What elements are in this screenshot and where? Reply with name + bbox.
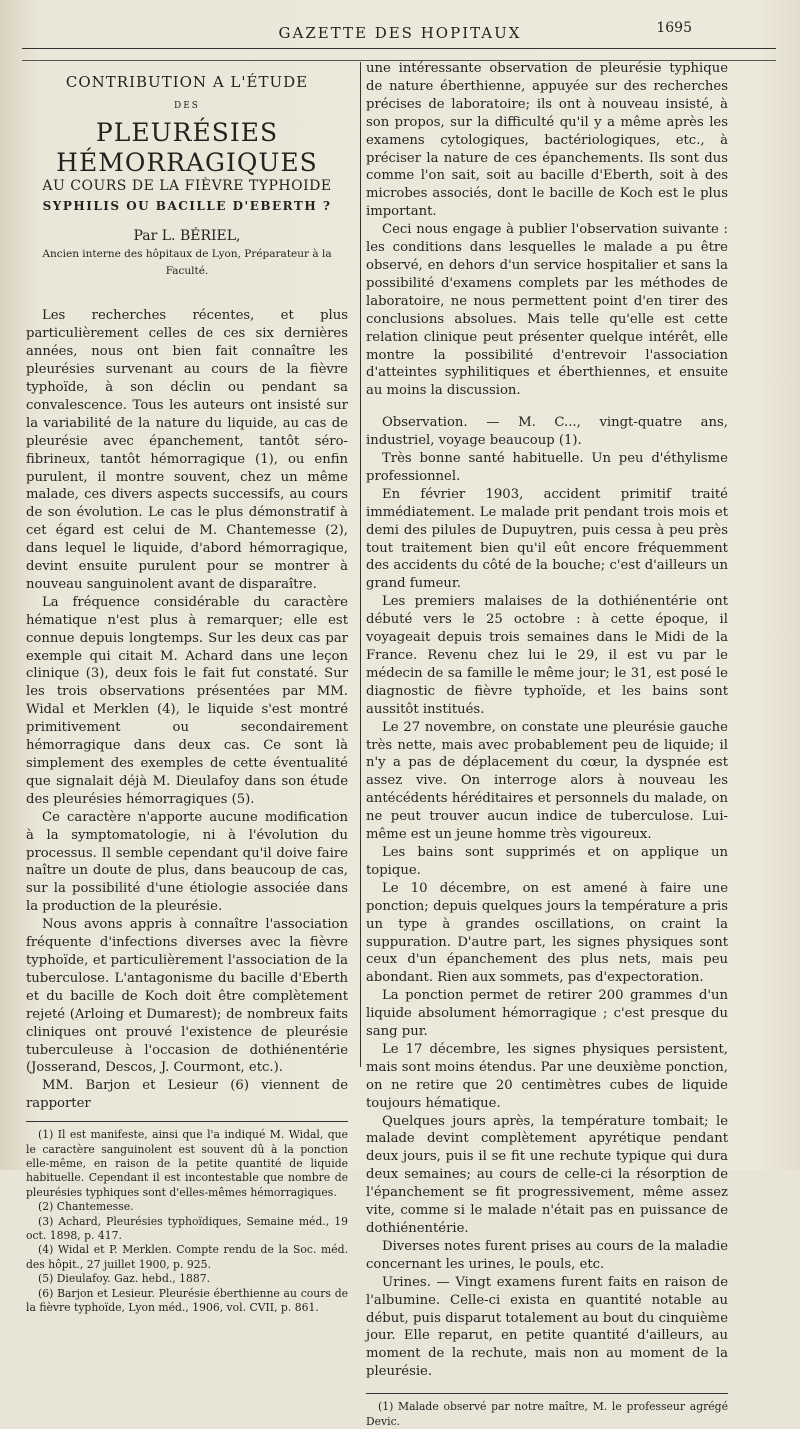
article-title: PLEURÉSIES HÉMORRAGIQUES bbox=[56, 117, 318, 177]
footnotes-left bbox=[26, 1128, 348, 1315]
footnote-rule bbox=[366, 1393, 728, 1394]
observation-paragraph: Quelques jours après, la température tombait; le malade devint complètement apyrétique pendant deux jours, puis il se fit une rechute typique qui dura deux semaines; au cours de celle-ci la résorption de l'épanchement se fit progressivement, même assez vite, comme si le malade n'était pas en puissance de dothiénentérie. bbox=[366, 1113, 728, 1236]
observation-paragraph: Les premiers malaises de la dothiénentérie ont débuté vers le 25 octobre : à cette époque, il voyageait depuis trois semaines dans le Midi de la France. Revenu chez lui le 29, il est vu par le médecin de sa famille le même jour; le 31, est posé le diagnostic de fièvre typhoïde, et les bains sont aussitôt institués. bbox=[366, 594, 728, 717]
body-paragraph: une intéressante observation de pleurésie typhique de nature éberthienne, appuyée sur des recherches précises de laboratoire; ils ont à nouveau insisté, à son propos, sur la difficulté qu'il y a même après les examens cytologiques, bactériologiques, etc., à préciser la nature de ces épanchements. Ils sont dus comme l'on sait, soit au bacille d'Eberth, soit à des microbes associés, dont le bacille de Koch est le plus important. bbox=[366, 61, 728, 220]
footnote: (1) Malade observé par notre maître, M. le professeur agrégé Devic. bbox=[366, 1400, 728, 1428]
observation-paragraph: La ponction permet de retirer 200 grammes d'un liquide absolument hémorragique ; c'est presque du sang pur. bbox=[366, 988, 728, 1040]
footnote: (4) Widal et P. Merklen. Compte rendu de la Soc. méd. des hôpit., 27 juillet 1900, p. 925. bbox=[26, 1243, 348, 1271]
footnotes-right bbox=[366, 1400, 728, 1429]
observation-paragraph: Le 17 décembre, les signes physiques persistent, mais sont moins étendus. Par une deuxième ponction, on ne retire que 20 centimètres cubes de liquide toujours hématique. bbox=[366, 1041, 728, 1111]
footnote: (6) Barjon et Lesieur. Pleurésie éberthienne au cours de la fièvre typhoïde, Lyon méd., 1906, vol. CVII, p. 861. bbox=[26, 1286, 348, 1314]
left-column bbox=[26, 70, 348, 1315]
observation-heading: Observation. — M. C..., vingt-quatre ans, industriel, voyage beaucoup (1). bbox=[366, 415, 728, 449]
page-number: 1695 bbox=[656, 20, 692, 36]
header-rule bbox=[22, 48, 776, 49]
footnote: (3) Achard, Pleurésies typhoïdiques, Semaine méd., 19 oct. 1898, p. 417. bbox=[26, 1214, 348, 1242]
footnote: (2) Chantemesse. bbox=[38, 1200, 134, 1214]
body-paragraph: Les recherches récentes, et plus particulièrement celles de ces six dernières années, nous ont bien fait connaître les pleurésies survenant au cours de la fièvre typhoïde, à son déclin ou pendant sa convalescence. Tous les auteurs ont insisté sur la variabilité de la nature du liquide, au cas de pleurésie avec épanchement, tantôt séro-fibrineux, tantôt hémorragique (1), ou enfin purulent, il montre souvent, chez un même malade, ces divers aspects successifs, au cours de son évolution. Le cas le plus démonstratif à cet égard est celui de M. Chantemesse (2), dans lequel le liquide, d'abord hémorragique, devint ensuite purulent pour se montrer à nouveau sanguinolent avant de disparaître. bbox=[26, 308, 348, 592]
footnote: (5) Dieulafoy. Gaz. hebd., 1887. bbox=[38, 1272, 211, 1286]
observation-paragraph: Les bains sont supprimés et on applique un topique. bbox=[366, 844, 728, 878]
article-subtitle-question: SYPHILIS OU BACILLE D'EBERTH ? bbox=[42, 198, 332, 213]
observation-paragraph: Le 10 décembre, on est amené à faire une ponction; depuis quelques jours la température a pris un type à grandes oscillations, on craint la suppuration. D'autre part, les signes physiques sont ceux d'un épanchement des plus nets, mais peu abondant. Rien aux sommets, pas d'expectoration. bbox=[366, 880, 728, 986]
column-divider bbox=[360, 62, 361, 1067]
article-subtitle: AU COURS DE LA FIÈVRE TYPHOIDE bbox=[42, 177, 332, 194]
observation-paragraph: En février 1903, accident primitif traité immédiatement. Le malade prit pendant trois mois et demi des pilules de Dupuytren, puis cessa à peu près tout traitement bien qu'il eût encore fréquemment des accidents du côté de la bouche; c'est d'ailleurs un grand fumeur. bbox=[366, 486, 728, 592]
observation-paragraph: Diverses notes furent prises au cours de la maladie concernant les urines, le pouls, etc. bbox=[366, 1238, 728, 1272]
body-paragraph: Ceci nous engage à publier l'observation suivante : les conditions dans lesquelles le malade a pu être observé, en dehors d'un service hospitalier et sans la possibilité d'examens complets par les méthodes de laboratoire, ne nous permettent point d'en tirer des conclusions absolues. Mais telle qu'elle est cette relation clinique peut présenter quelque intérêt, elle montre la possibilité d'entrevoir l'association d'atteintes syphilitiques et éberthiennes, et ensuite au moins la discussion. bbox=[366, 222, 728, 399]
body-paragraph: MM. Barjon et Lesieur (6) viennent de rapporter bbox=[26, 1078, 348, 1112]
body-paragraph: Nous avons appris à connaître l'association fréquente d'infections diverses avec la fièvre typhoïde, et particulièrement l'association de la tuberculose. L'antagonisme du bacille d'Eberth et du bacille de Koch doit être complètement rejeté (Arloing et Dumarest); de nombreux faits cliniques ont prouvé l'existence de pleurésie tuberculeuse à l'occasion de dothiénentérie (Josserand, Descos, J. Courmont, etc.). bbox=[26, 917, 348, 1076]
footnote-rule bbox=[26, 1121, 348, 1122]
right-column bbox=[366, 60, 728, 1429]
observation-paragraph: Urines. — Vingt examens furent faits en raison de l'albumine. Celle-ci exista en quantité notable au début, puis disparut totalement au bout du cinquième jour. Elle reparut, en petite quantité d'ailleurs, au moment de la rechute, mais non au moment de la pleurésie. bbox=[366, 1274, 728, 1380]
footnote: (1) Il est manifeste, ainsi que l'a indiqué M. Widal, que le caractère sanguinolent est souvent dû à la ponction elle-même, en raison de la petite quantité de liquide habituelle. Cependant il est incontestable que nombre de pleurésies typhiques sont d'elles-mêmes hémorragiques. bbox=[26, 1128, 348, 1199]
journal-title: GAZETTE DES HOPITAUX bbox=[278, 24, 522, 42]
page-header bbox=[20, 18, 780, 48]
article-des: DES bbox=[174, 100, 200, 111]
article-author: Par L. BÉRIEL, bbox=[133, 227, 241, 244]
body-paragraph: La fréquence considérable du caractère hématique n'est plus à remarquer; elle est connue depuis longtemps. Sur les deux cas par exemple qui citait M. Achard dans une leçon clinique (3), deux fois le fait fut constaté. Sur les trois observations présentées par MM. Widal et Merklen (4), le liquide s'est montré primitivement ou secondairement hémorragique dans deux cas. Ce sont là simplement des exemples de cette éventualité que signalait déjà M. Dieulafoy dans son étude des pleurésies hémorragiques (5). bbox=[26, 594, 348, 807]
observation-paragraph: Le 27 novembre, on constate une pleurésie gauche très nette, mais avec probablement peu de liquide; il n'y a pas de déplacement du cœur, la dyspnée est assez vive. On interroge alors à nouveau les antécédents héréditaires et personnels du malade, on ne peut trouver aucun indice de tuberculose. Lui-même est un jeune homme très vigoureux. bbox=[366, 719, 728, 843]
body-paragraph: Ce caractère n'apporte aucune modification à la symptomatologie, ni à l'évolution du processus. Il semble cependant qu'il doive faire naître un doute de plus, dans beaucoup de cas, sur la possibilité d'une étiologie associée dans la production de la pleurésie. bbox=[26, 809, 348, 915]
observation-paragraph: Très bonne santé habituelle. Un peu d'éthylisme professionnel. bbox=[366, 451, 728, 484]
author-affiliation: Ancien interne des hôpitaux de Lyon, Préparateur à la Faculté. bbox=[42, 247, 332, 278]
article-contribution: CONTRIBUTION A L'ÉTUDE bbox=[65, 73, 309, 91]
